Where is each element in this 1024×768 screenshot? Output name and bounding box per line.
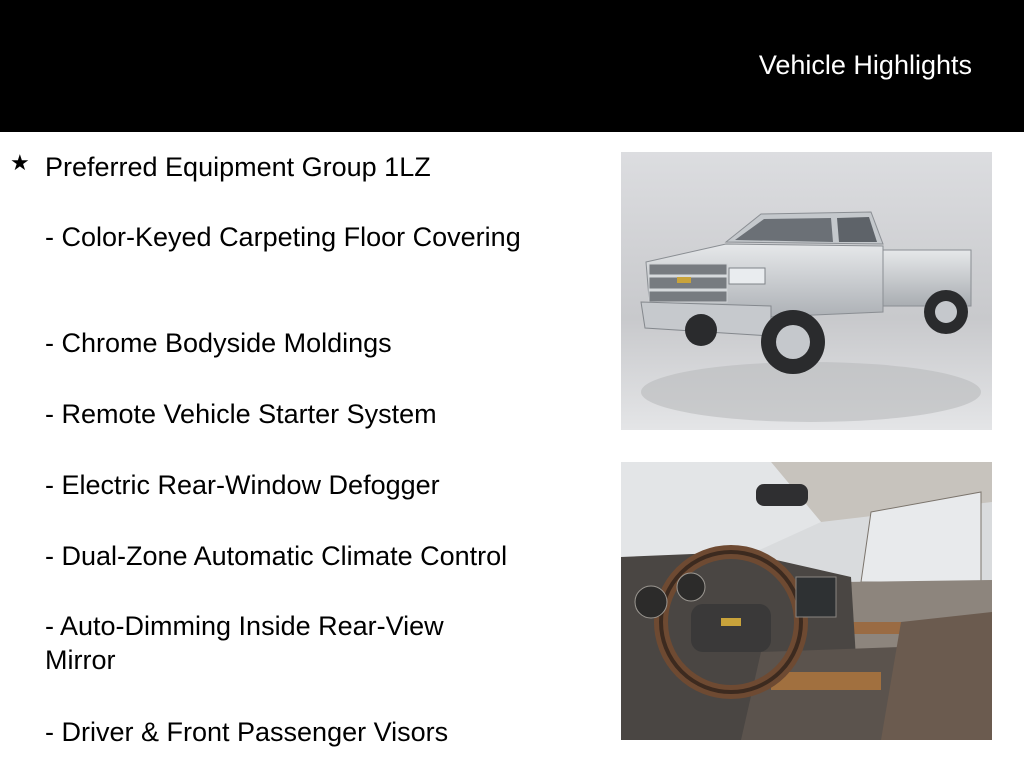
feature-item: - Color-Keyed Carpeting Floor Covering xyxy=(45,222,521,252)
pickup-truck-photo xyxy=(621,152,992,430)
highlight-title: Preferred Equipment Group 1LZ xyxy=(45,152,431,182)
feature-item: - Remote Vehicle Starter System xyxy=(45,399,437,429)
feature-item: - Chrome Bodyside Moldings xyxy=(45,328,392,358)
header-bar xyxy=(0,0,1024,132)
feature-item: - Dual-Zone Automatic Climate Control xyxy=(45,541,508,571)
star-icon: ★ xyxy=(10,150,30,175)
steering-wheel-interior-photo xyxy=(621,462,992,740)
feature-item: - Driver & Front Passenger Visors xyxy=(45,717,449,747)
feature-item: - Auto-Dimming Inside Rear-View Mirror xyxy=(45,611,444,675)
interior-photo xyxy=(621,462,992,740)
page-title: Vehicle Highlights xyxy=(758,50,972,80)
exterior-photo xyxy=(621,152,992,430)
feature-item: - Electric Rear-Window Defogger xyxy=(45,470,440,500)
